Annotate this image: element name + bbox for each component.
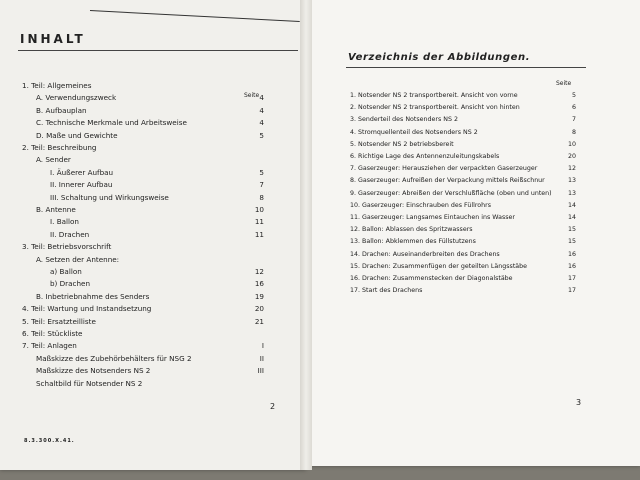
print-code: 8.3.300.X.41.	[24, 438, 75, 444]
toc-entry-page: 11	[254, 229, 264, 239]
toc-entry-title: 7. Teil: Anlagen	[22, 341, 77, 351]
toc-entry-title: 5. Teil: Ersatzteilliste	[22, 316, 96, 326]
toc-entry-title: 3. Teil: Betriebsvorschrift	[22, 242, 112, 252]
toc-entry-title: I. Ballon	[50, 217, 79, 227]
toc-entry-title: 14. Drachen: Auseinanderbreiten des Drachens	[350, 250, 500, 258]
toc-entry	[36, 365, 150, 377]
toc-entry-title: 2. Teil: Beschreibung	[22, 143, 97, 152]
toc-entry-title: b) Drachen	[50, 279, 91, 289]
toc-entry-page: 5	[259, 130, 264, 140]
toc-entry-page: 4	[259, 93, 264, 103]
toc-entry-page: 10	[254, 205, 264, 214]
toc-entry-page: 7	[259, 180, 264, 190]
toc-entry-title: 17. Start des Drachens	[350, 287, 423, 295]
toc-entry	[22, 241, 111, 253]
toc-entry	[50, 229, 89, 241]
toc-entry-title: 9. Gaserzeuger: Abreißen der Verschlußfläche (oben und unten)	[350, 189, 552, 197]
toc-entry-page: 17	[567, 275, 576, 282]
toc-entry-page: 5	[259, 167, 264, 177]
toc-entry-page: 14	[567, 201, 576, 209]
toc-entry-page: 21	[254, 316, 264, 326]
figures-list	[350, 90, 590, 305]
toc-entry-page: 5	[571, 92, 576, 99]
book-gutter	[300, 0, 312, 470]
toc-entry	[350, 114, 458, 126]
toc-entry	[22, 142, 97, 154]
toc-entry	[350, 175, 545, 187]
right-seite-label: Seite	[556, 80, 572, 87]
toc-entry	[22, 340, 77, 352]
toc-entry-title: a) Ballon	[50, 267, 82, 276]
toc-entry	[350, 212, 515, 224]
contents-heading: INHALT	[20, 32, 86, 46]
toc-entry	[36, 105, 87, 117]
toc-entry	[36, 92, 116, 104]
toc-entry	[350, 261, 527, 273]
toc-entry-page: III	[257, 366, 264, 376]
toc-entry-page: I	[261, 341, 264, 351]
contents-list	[22, 80, 292, 425]
toc-entry	[350, 285, 422, 297]
toc-entry-title: B. Antenne	[36, 205, 76, 214]
toc-entry	[36, 254, 119, 266]
toc-entry-page: 19	[254, 291, 264, 301]
toc-entry-title: 6. Richtige Lage des Antennenzuleitungskabels	[350, 153, 500, 160]
toc-entry-page: 6	[571, 104, 576, 112]
toc-entry	[350, 236, 476, 248]
toc-entry-title: 3. Senderteil des Notsenders NS 2	[350, 116, 458, 124]
contents-heading-rule	[18, 50, 298, 51]
toc-entry-page: 12	[254, 267, 264, 276]
toc-entry-page: II	[259, 353, 264, 363]
toc-entry-title: 10. Gaserzeuger: Einschrauben des Füllrohrs	[350, 201, 491, 209]
toc-entry	[22, 303, 151, 315]
toc-entry	[36, 117, 187, 129]
toc-entry	[350, 102, 520, 114]
toc-entry-page: 8	[571, 128, 576, 136]
toc-entry-page: 4	[259, 118, 264, 128]
toc-entry-title: 4. Stromquellenteil des Notsenders NS 2	[350, 128, 478, 136]
toc-entry-title: 4. Teil: Wartung und Instandsetzung	[22, 304, 152, 314]
toc-entry-page: 14	[567, 214, 576, 221]
toc-entry	[50, 167, 113, 179]
toc-entry-title: II. Innerer Aufbau	[50, 180, 113, 190]
toc-entry-page: 16	[254, 279, 264, 289]
toc-entry-title: 7. Gaserzeuger: Herausziehen der verpackten Gaserzeuger	[350, 165, 538, 173]
toc-entry-title: 11. Gaserzeuger: Langsames Eintauchen ins Wasser	[350, 214, 516, 221]
toc-entry-title: III. Schaltung und Wirkungsweise	[50, 192, 169, 202]
toc-entry-page: 11	[254, 217, 264, 227]
toc-entry	[36, 353, 192, 365]
toc-entry	[350, 273, 513, 285]
toc-entry-title: A. Sender	[36, 155, 71, 165]
toc-entry-title: Maßskizze des Zubehörbehälters für NSG 2	[36, 353, 192, 363]
toc-entry	[350, 90, 518, 102]
toc-entry-title: 1. Teil: Allgemeines	[22, 81, 92, 90]
toc-entry-page: 20	[254, 304, 264, 314]
toc-entry	[22, 80, 91, 92]
right-page-number: 3	[576, 398, 582, 407]
toc-entry	[50, 266, 82, 278]
toc-entry-title: 6. Teil: Stückliste	[22, 329, 83, 338]
toc-entry	[50, 179, 112, 191]
toc-entry-title: I. Äußerer Aufbau	[50, 167, 114, 177]
toc-entry-title: 8. Gaserzeuger: Aufreißen der Verpackung mittels Reißschnur	[350, 177, 545, 185]
toc-entry	[350, 163, 537, 175]
toc-entry-page: 13	[567, 177, 576, 185]
toc-entry-title: A. Verwendungszweck	[36, 93, 117, 103]
toc-entry-title: B. Aufbauplan	[36, 105, 87, 115]
toc-entry	[350, 127, 478, 139]
toc-entry-title: C. Technische Merkmale und Arbeitsweise	[36, 118, 187, 128]
toc-entry-page: 7	[571, 116, 576, 124]
toc-entry-page: 12	[567, 165, 576, 173]
toc-entry-title: 1. Notsender NS 2 transportbereit. Ansicht von vorne	[350, 92, 518, 99]
toc-entry	[22, 328, 82, 340]
toc-entry-page: 16	[567, 262, 576, 270]
toc-entry-title: D. Maße und Gewichte	[36, 130, 118, 140]
toc-entry-title: 16. Drachen: Zusammenstecken der Diagonalstäbe	[350, 275, 513, 282]
toc-entry-page: 13	[567, 189, 576, 197]
toc-entry-page: 8	[259, 192, 264, 202]
toc-entry	[50, 216, 79, 228]
toc-entry	[50, 192, 169, 204]
toc-entry	[22, 316, 96, 328]
toc-entry	[36, 204, 76, 216]
toc-entry	[36, 378, 142, 390]
toc-entry-page: 17	[567, 287, 576, 295]
toc-entry-title: 12. Ballon: Ablassen des Spritzwassers	[350, 226, 473, 234]
toc-entry-page: 20	[567, 153, 576, 160]
toc-entry-title: Schaltbild für Notsender NS 2	[36, 378, 143, 388]
toc-entry-page: 4	[259, 105, 264, 115]
toc-entry-title: 5. Notsender NS 2 betriebsbereit	[350, 140, 454, 148]
toc-entry-page: 15	[567, 226, 576, 234]
toc-entry	[350, 249, 500, 261]
toc-entry-title: Maßskizze des Notsenders NS 2	[36, 366, 151, 376]
toc-entry	[350, 188, 552, 200]
left-page-number: 2	[270, 402, 276, 411]
toc-entry-page: 16	[567, 250, 576, 258]
toc-entry	[350, 200, 491, 212]
left-seite-label: Seite	[244, 92, 260, 99]
toc-entry-title: A. Setzen der Antenne:	[36, 254, 120, 264]
toc-entry	[350, 151, 499, 163]
toc-entry	[36, 291, 149, 303]
toc-entry-page: 15	[567, 238, 576, 246]
toc-entry-page: 10	[567, 140, 576, 148]
toc-entry-title: B. Inbetriebnahme des Senders	[36, 291, 150, 301]
toc-entry-title: 13. Ballon: Abklemmen des Füllstutzens	[350, 238, 476, 246]
toc-entry-title: 2. Notsender NS 2 transportbereit. Ansicht von hinten	[350, 104, 520, 112]
toc-entry	[350, 224, 473, 236]
toc-entry	[36, 130, 118, 142]
toc-entry-title: II. Drachen	[50, 229, 90, 239]
figures-heading-rule	[346, 67, 586, 68]
toc-entry	[350, 139, 454, 151]
toc-entry	[50, 278, 90, 290]
figures-heading: Verzeichnis der Abbildungen.	[348, 52, 531, 63]
toc-entry	[36, 154, 71, 166]
toc-entry-title: 15. Drachen: Zusammenfügen der geteilten Längsstäbe	[350, 262, 528, 270]
